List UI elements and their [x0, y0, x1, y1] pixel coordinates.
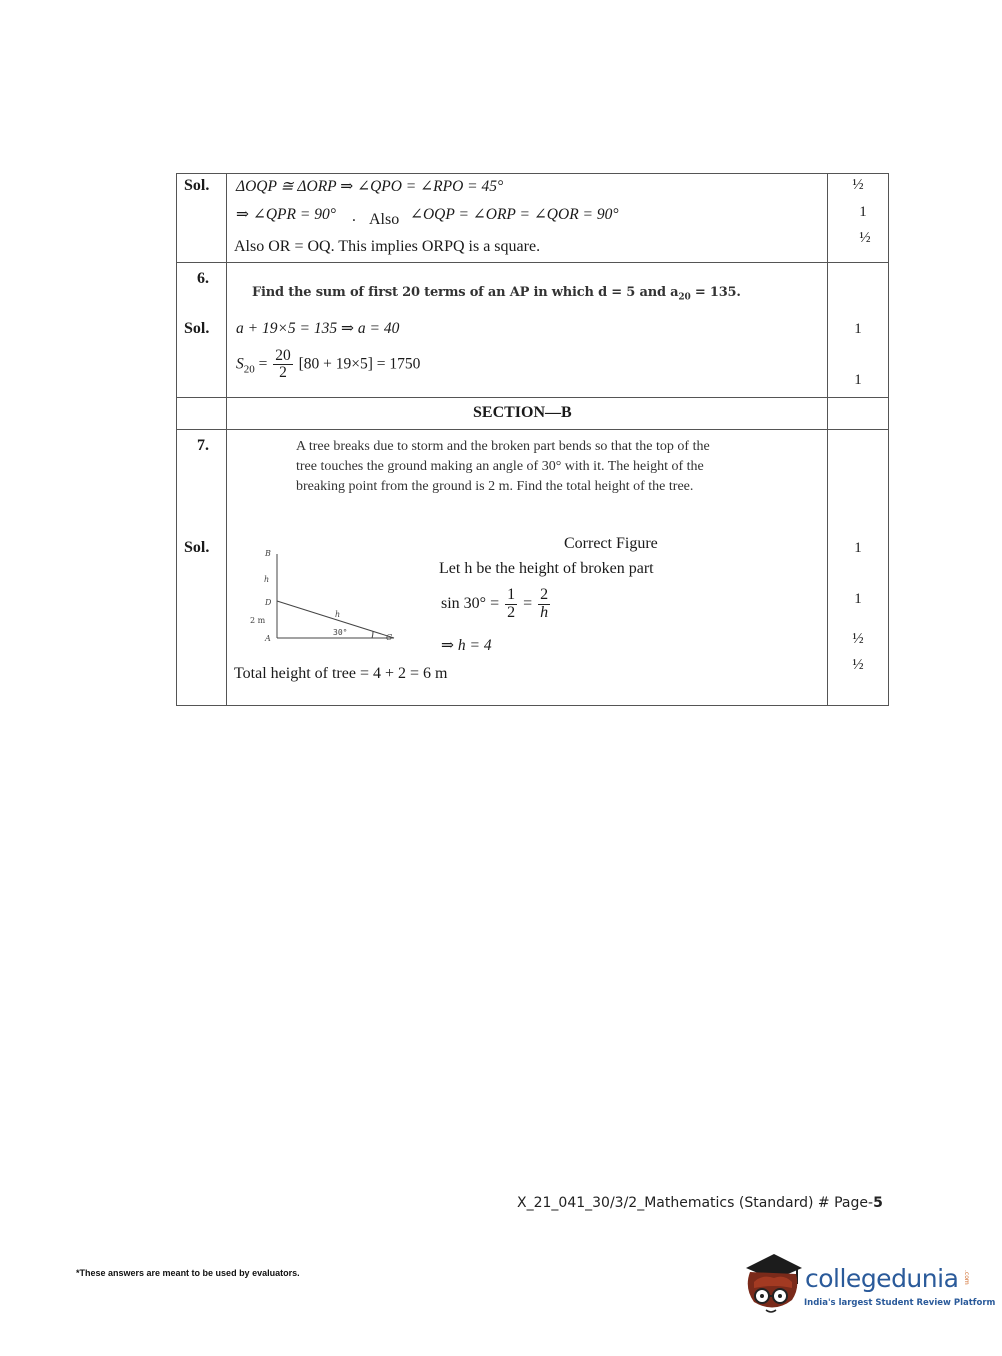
figure-label-d: D	[265, 598, 272, 607]
figure-label-angle: 30°	[333, 628, 348, 637]
figure-label-h-hyp: h	[335, 610, 341, 619]
question-text-end: = 135.	[690, 285, 741, 300]
marks-value: 1	[859, 204, 867, 220]
fraction-numerator: 2	[540, 586, 549, 603]
fraction	[505, 587, 517, 622]
question-subscript: 20	[678, 292, 691, 303]
fraction-denominator: 2	[279, 364, 287, 382]
angle-arc	[372, 632, 373, 639]
fraction	[273, 348, 293, 382]
solution-line: ΔOQP ≅ ΔORP ⇒ ∠QPO = ∠RPO = 45°	[236, 178, 504, 195]
collegedunia-mascot-icon	[740, 1248, 806, 1318]
collegedunia-logo	[805, 1264, 958, 1293]
equals-sign: =	[523, 594, 533, 612]
table-divider-label	[226, 173, 227, 706]
figure-label-2m: 2 m	[250, 616, 266, 625]
question-text-line: tree touches the ground making an angle of 30° with it. The height of the	[296, 459, 704, 474]
marks-value: ½	[852, 657, 864, 673]
marks-value: ½	[852, 631, 864, 647]
page-number: 5	[873, 1195, 883, 1211]
solution-line: Total height of tree = 4 + 2 = 6 m	[234, 665, 448, 682]
sol-label: Sol.	[184, 177, 210, 194]
question-text	[252, 285, 741, 303]
tree-figure	[244, 544, 404, 648]
sol-label: Sol.	[184, 539, 210, 556]
row-divider	[176, 397, 889, 398]
marks-value: ½	[859, 230, 871, 246]
let-line: Let h be the height of broken part	[439, 560, 654, 577]
brand-suffix: .com	[963, 1270, 970, 1285]
brand-tagline: India's largest Student Review Platform	[804, 1298, 996, 1308]
figure-label-c: C	[386, 633, 393, 642]
figure-label-h: h	[264, 575, 270, 584]
question-text-line: A tree breaks due to storm and the broken part bends so that the top of the	[296, 439, 710, 454]
row-divider	[176, 262, 889, 263]
solution-line: .	[352, 208, 356, 225]
sum-symbol: S	[236, 355, 244, 373]
page-reference-text: X_21_041_30/3/2_Mathematics (Standard) # Page-	[517, 1195, 874, 1211]
marks-value: 1	[854, 321, 862, 337]
solution-line	[236, 348, 420, 382]
equals-sign: =	[258, 355, 268, 373]
fraction-numerator: 1	[507, 586, 516, 603]
solution-line	[439, 560, 654, 578]
sol-label: Sol.	[184, 320, 210, 337]
marks-value: 1	[854, 591, 862, 607]
correct-figure-note: Correct Figure	[564, 535, 658, 552]
marks-value: 1	[854, 372, 862, 388]
sin-lhs: sin 30° =	[441, 594, 500, 612]
figure-label-b: B	[265, 549, 271, 558]
solution-line: a + 19×5 = 135 ⇒ a = 40	[236, 320, 400, 337]
brand-name: collegedunia	[805, 1264, 959, 1293]
row-divider	[176, 429, 889, 430]
solution-line: Also OR = OQ. This implies ORPQ is a square.	[234, 238, 541, 255]
question-text-line: breaking point from the ground is 2 m. Find the total height of the tree.	[296, 479, 694, 494]
marks-value: ½	[852, 177, 864, 193]
sum-subscript: 20	[243, 363, 255, 376]
page-reference	[517, 1195, 883, 1211]
fraction-denominator: h	[540, 603, 549, 621]
fraction-numerator: 20	[275, 347, 291, 364]
sum-rhs: [80 + 19×5] = 1750	[298, 355, 421, 373]
question-text-main: Find the sum of first 20 terms of an AP in which d = 5 and a	[252, 285, 679, 300]
solution-line: ∠OQP = ∠ORP = ∠QOR = 90°	[410, 206, 619, 223]
marks-value: 1	[854, 540, 862, 556]
solution-line	[441, 587, 552, 622]
question-number: 7.	[197, 437, 209, 454]
evaluator-disclaimer: *These answers are meant to be used by evaluators.	[76, 1268, 300, 1278]
fraction	[538, 587, 550, 622]
solution-line: ⇒ ∠QPR = 90°	[236, 206, 336, 223]
section-title: SECTION—B	[473, 404, 572, 421]
solution-line: ⇒ h = 4	[441, 637, 492, 654]
solution-line: Also	[369, 211, 400, 228]
table-divider-marks	[827, 173, 828, 706]
question-number: 6.	[197, 270, 209, 287]
fraction-denominator: 2	[507, 603, 516, 621]
figure-label-a: A	[265, 634, 271, 643]
